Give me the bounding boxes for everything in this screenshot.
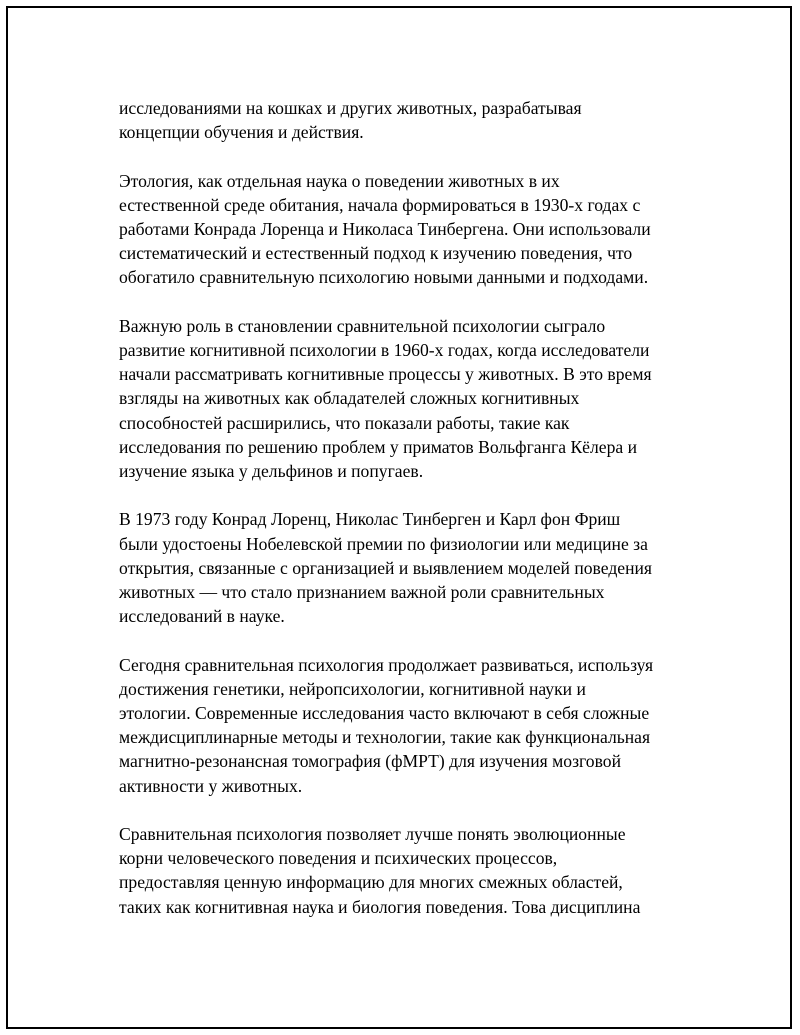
text-line: корни человеческого поведения и психических процессов, [119, 848, 558, 869]
paragraph [119, 507, 699, 628]
paragraph [119, 653, 699, 798]
text-line: исследования по решению проблем у приматов Вольфганга Кёлера и [119, 436, 638, 457]
paragraph [119, 169, 699, 290]
text-line: развитие когнитивной психологии в 1960-х годах, когда исследователи [119, 340, 650, 360]
text-line: Сравнительная психология позволяет лучше понять эволюционные [119, 824, 626, 845]
text-line: систематический и естественный подход к изучению поведения, что [119, 243, 633, 264]
text-line: способностей расширились, что показали работы, такие как [119, 412, 570, 433]
text-line: исследований в науке. [119, 606, 285, 627]
text-line: естественной среде обитания, начала формироваться в 1930-х годах с [119, 194, 641, 215]
paragraph [119, 314, 699, 483]
paragraph [119, 822, 699, 919]
text-line: достижения генетики, нейропсихологии, когнитивной науки и [119, 678, 586, 699]
text-line: Сегодня сравнительная психология продолжает развиваться, используя [119, 654, 654, 675]
text-line: междисциплинарные методы и технологии, такие как функциональная [119, 727, 651, 748]
page-frame [6, 6, 792, 1029]
text-line: предоставляя ценную информацию для многих смежных областей, [119, 872, 623, 893]
text-line: обогатило сравнительную психологию новыми данными и подходами. [119, 267, 649, 288]
text-line: были удостоены Нобелевской премии по физиологии или медицине за [119, 533, 648, 554]
text-line: начали рассматривать когнитивные процессы у животных. В это время [119, 364, 652, 385]
paragraph [119, 96, 699, 144]
text-line: этологии. Современные исследования часто включают в себя сложные [119, 703, 650, 724]
text-line: животных — что стало признанием важной роли сравнительных [119, 582, 605, 603]
text-line: работами Конрада Лоренца и Николаса Тинбергена. Они использовали [119, 219, 651, 239]
text-line: таких как когнитивная наука и биология поведения. Това дисциплина [119, 896, 641, 917]
text-line: Этология, как отдельная наука о поведении животных в их [119, 170, 560, 191]
text-line: Важную роль в становлении сравнительной психологии сыграло [119, 315, 606, 336]
text-line: взгляды на животных как обладателей сложных когнитивных [119, 388, 580, 409]
document-body [119, 96, 699, 943]
text-line: активности у животных. [119, 775, 303, 796]
text-line: В 1973 году Конрад Лоренц, Николас Тинберген и Карл фон Фриш [119, 509, 621, 530]
text-line: открытия, связанные с организацией и выявлением моделей поведения [119, 557, 653, 578]
text-line: исследованиями на кошках и других животных, разрабатывая [119, 98, 582, 118]
text-line: изучение языка у дельфинов и попугаев. [119, 461, 424, 482]
text-line: магнитно-резонансная томография (фМРТ) для изучения мозговой [119, 751, 621, 772]
text-line: концепции обучения и действия. [119, 122, 364, 143]
